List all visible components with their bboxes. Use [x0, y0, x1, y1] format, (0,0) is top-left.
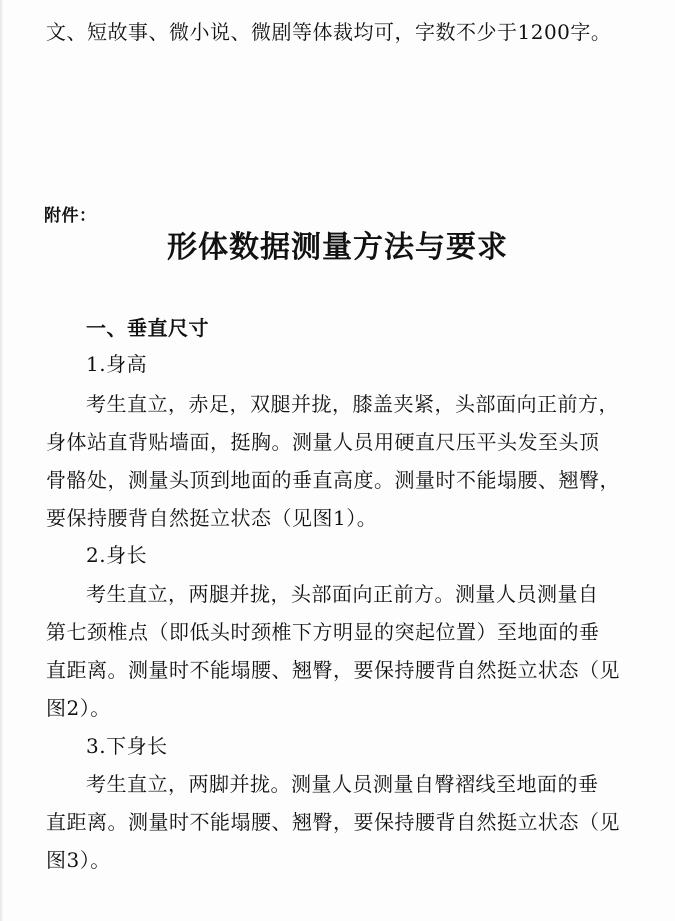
item-label-lower-body-length: 3.下身长	[86, 734, 168, 758]
paragraph-line: 图2）。	[46, 696, 111, 720]
paragraph-line: 身体站直背贴墙面，挺胸。测量人员用硬直尺压平头发至头顶	[46, 430, 600, 454]
intro-line: 文、短故事、微小说、微剧等体裁均可，字数不少于1200字。	[46, 20, 612, 44]
section-heading: 一、垂直尺寸	[86, 316, 209, 340]
item-label-height: 1.身高	[86, 352, 148, 376]
attachment-label: 附件：	[44, 206, 97, 226]
paragraph-line: 考生直立，赤足，双腿并拢，膝盖夹紧，头部面向正前方，	[86, 392, 619, 416]
paragraph-line: 第七颈椎点（即低头时颈椎下方明显的突起位置）至地面的垂	[46, 620, 600, 644]
item-label-body-length: 2.身长	[86, 543, 148, 567]
paragraph-line: 图3）。	[46, 848, 111, 872]
paragraph-line: 要保持腰背自然挺立状态（见图1）。	[46, 506, 378, 530]
paragraph-line: 直距离。测量时不能塌腰、翘臀，要保持腰背自然挺立状态（见	[46, 810, 620, 834]
paragraph-line: 考生直立，两腿并拢，头部面向正前方。测量人员测量自	[86, 582, 599, 606]
page-edge-shadow	[0, 0, 3, 921]
document-title: 形体数据测量方法与要求	[167, 230, 508, 265]
paragraph-line: 考生直立，两脚并拢。测量人员测量自臀褶线至地面的垂	[86, 772, 599, 796]
paragraph-line: 直距离。测量时不能塌腰、翘臀，要保持腰背自然挺立状态（见	[46, 658, 620, 682]
paragraph-line: 骨骼处，测量头顶到地面的垂直高度。测量时不能塌腰、翘臀，	[46, 468, 620, 492]
